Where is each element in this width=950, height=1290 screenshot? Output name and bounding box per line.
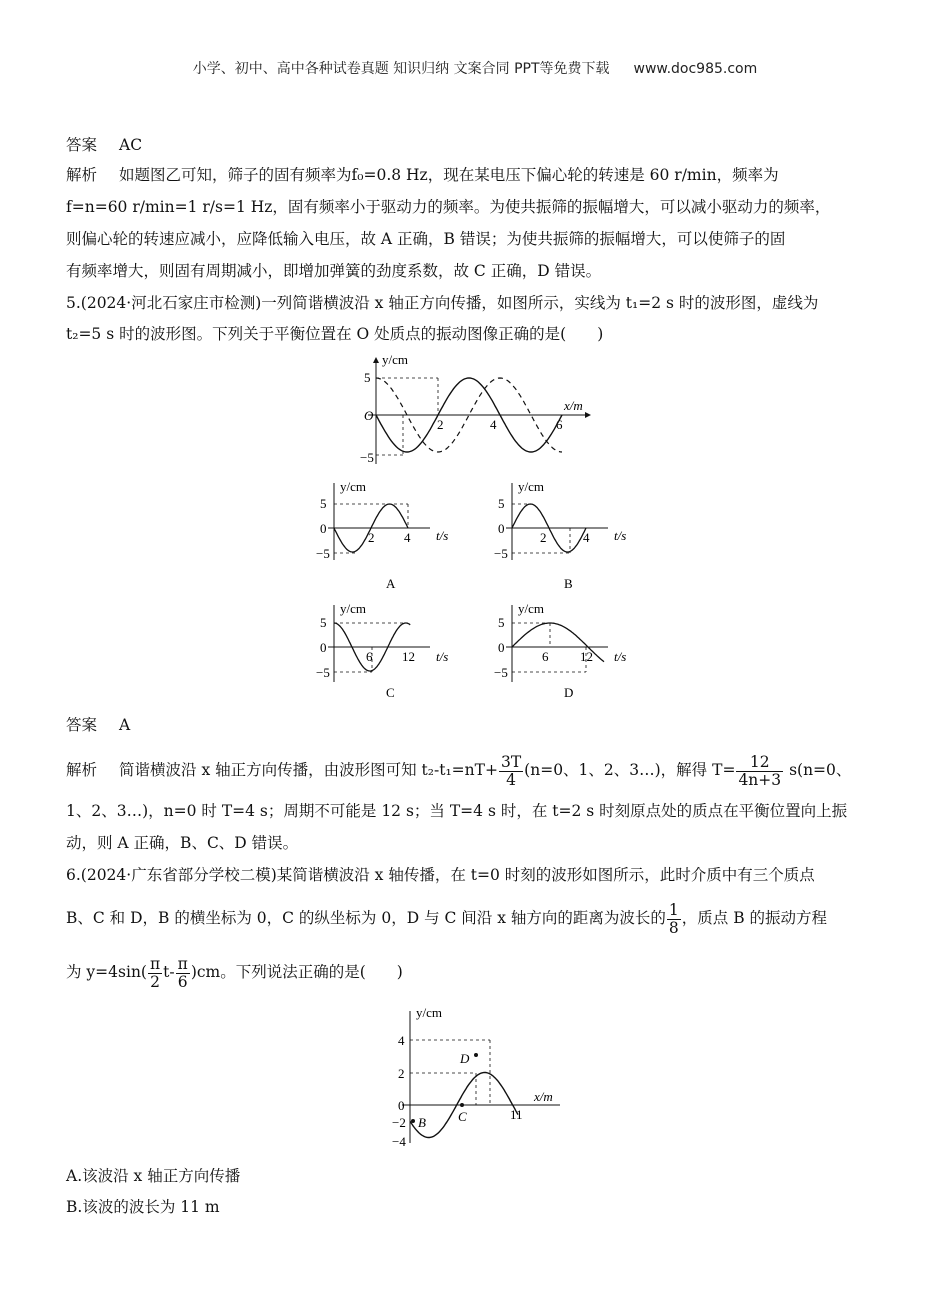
q6-ytick: 4 [398,1033,405,1048]
frac-den: 6 [177,972,188,991]
point-d-label: D [460,1051,470,1066]
option-b-xtick: 4 [583,530,590,545]
option-d-ytick: 5 [498,615,505,630]
option-a-ylabel: y/cm [340,479,366,494]
frac-den: 4 [506,770,516,789]
frac-den: 2 [150,972,161,991]
q4-analysis-line-3: 则偏心轮的转速应减小，应降低输入电压，故 A 正确，B 错误；为使共振筛的振幅增大，可以使筛子的固 [66,230,786,248]
q5-main-ytick: −5 [360,450,374,465]
option-b-ylabel: y/cm [518,479,544,494]
option-d-ytick: 0 [498,640,505,655]
q6-xtick: 11 [510,1107,523,1122]
q5-answer [66,714,896,736]
q6-ylabel: y/cm [416,1005,442,1020]
q5-main-ylabel: y/cm [382,352,408,367]
q4-analysis-line-1 [66,164,896,186]
q5-answer-label: 答案 [66,716,98,734]
q5-analysis-part: (n=0、1、2、3…)，解得 T= [524,761,736,779]
option-d-xtick: 6 [542,649,549,664]
q5-answer-value: A [119,716,131,734]
q5-analysis-part: 简谐横波沿 x 轴正方向传播，由波形图可知 t₂-t₁=nT+ [119,761,498,779]
q6-stem-line-2 [66,896,896,940]
option-b-ytick: 5 [498,496,505,511]
q6-stem-part: t- [163,963,175,981]
q4-answer [66,134,896,156]
q6-stem-part: 为 y=4sin( [66,963,147,981]
q5-main-ytick: 5 [364,370,371,385]
option-b-ytick: 0 [498,521,505,536]
frac-num: 1 [668,900,679,919]
q4-answer-value: AC [119,136,143,154]
q6-stem-line-3 [66,950,896,994]
q4-analysis-label: 解析 [66,166,98,184]
frac-num: π [177,954,188,973]
q5-wave-figure [358,352,598,472]
q4-analysis-line-4: 有频率增大，则固有周期减小，即增加弹簧的劲度系数，故 C 正确，D 错误。 [66,262,602,280]
page-header [0,58,950,78]
point-b-dot [411,1119,415,1123]
q6-wave-figure [388,1005,568,1147]
q5-main-xtick: 6 [556,417,563,432]
frac-num: π [149,954,161,973]
point-b-label: B [418,1115,426,1130]
q5-analysis-label: 解析 [66,761,98,779]
option-c-label: C [386,685,395,700]
q6-stem-part: )cm。下列说法正确的是( ) [190,963,403,981]
frac-den: 8 [668,918,679,937]
option-b-label: B [564,576,573,591]
option-d-label: D [564,685,574,700]
option-c-xlabel: t/s [436,649,449,664]
q4-answer-label: 答案 [66,136,98,154]
q6-fraction-pi-2 [148,956,162,991]
header-text: 小学、初中、高中各种试卷真题 知识归纳 文案合同 PPT等免费下载 [192,61,610,77]
option-c-xtick: 6 [366,649,373,664]
option-b-ytick: −5 [494,546,508,561]
frac-den: 4n+3 [738,770,782,789]
q4-analysis-line-2: f=n=60 r/min=1 r/s=1 Hz，固有频率小于驱动力的频率。为使共振筛的振幅增大，可以减小驱动力的频率， [66,198,831,216]
q5-stem-line-2: t₂=5 s 时的波形图。下列关于平衡位置在 O 处质点的振动图像正确的是( ) [66,325,604,343]
option-d-xlabel: t/s [614,649,627,664]
option-d-ylabel: y/cm [518,601,544,616]
q4-analysis-text-1: 如题图乙可知，筛子的固有频率为f₀=0.8 Hz，现在某电压下偏心轮的转速是 60 r/min，频率为 [119,166,779,184]
q6-ytick: 0 [398,1098,405,1113]
q6-stem-part: B、C 和 D，B 的横坐标为 0，C 的纵坐标为 0，D 与 C 间沿 x 轴方向的距离为波长的 [66,909,666,927]
q5-main-xlabel: x/m [564,398,583,413]
q5-option-d-figure[interactable] [496,600,656,704]
option-d-xtick: 12 [580,649,593,664]
option-c-xtick: 12 [402,649,415,664]
q5-analysis-line-2: 1、2、3…)，n=0 时 T=4 s；周期不可能是 12 s；当 T=4 s 时，在 t=2 s 时刻原点处的质点在平衡位置向上振 [66,802,848,820]
q6-ytick: −2 [392,1115,406,1130]
q5-fraction-period [736,754,783,789]
q5-option-b-figure[interactable] [496,478,656,596]
q6-ytick: 2 [398,1066,405,1081]
q5-fraction-3t-4 [499,754,523,789]
frac-num: 3T [500,752,522,771]
option-a-xtick: 4 [404,530,411,545]
option-a-ytick: 5 [320,496,327,511]
option-a-ytick: −5 [316,546,330,561]
q5-analysis-part: s(n=0、 [784,761,852,779]
q5-analysis-line-3: 动，则 A 正确，B、C、D 错误。 [66,834,299,852]
frac-num: 12 [736,754,783,772]
point-c-dot [460,1103,464,1107]
option-a-ytick: 0 [320,521,327,536]
q5-main-xtick: 4 [490,417,497,432]
q5-analysis-line-1 [66,748,896,792]
q5-option-a-figure[interactable] [318,478,478,596]
option-a-xtick: 2 [368,530,375,545]
option-b-xlabel: t/s [614,528,627,543]
q5-main-xtick: 2 [437,417,444,432]
q6-stem-line-1: 6.(2024·广东省部分学校二模)某简谐横波沿 x 轴传播，在 t=0 时刻的波形如图所示，此时介质中有三个质点 [66,866,815,884]
q6-ytick: −4 [392,1134,406,1149]
option-b-xtick: 2 [540,530,547,545]
option-c-ytick: −5 [316,665,330,680]
point-c-label: C [458,1109,467,1124]
q5-option-c-figure[interactable] [318,600,478,704]
q6-stem-part: ，质点 B 的振动方程 [681,909,828,927]
q5-main-origin: O [364,408,374,423]
q6-fraction-1-8 [667,902,681,937]
q6-option-b[interactable]: B.该波的波长为 11 m [66,1198,220,1216]
q6-option-a[interactable]: A.该波沿 x 轴正方向传播 [66,1167,241,1185]
q5-stem-line-1: 5.(2024·河北石家庄市检测)一列简谐横波沿 x 轴正方向传播，如图所示，实线为 t₁=2 s 时的波形图，虚线为 [66,294,819,312]
q6-xlabel: x/m [534,1089,553,1104]
option-c-ytick: 0 [320,640,327,655]
option-c-ytick: 5 [320,615,327,630]
option-a-label: A [386,576,396,591]
header-url[interactable]: www.doc985.com [633,61,758,77]
q6-fraction-pi-6 [176,956,190,991]
option-c-ylabel: y/cm [340,601,366,616]
option-d-ytick: −5 [494,665,508,680]
option-a-xlabel: t/s [436,528,449,543]
point-d-dot [474,1053,478,1057]
